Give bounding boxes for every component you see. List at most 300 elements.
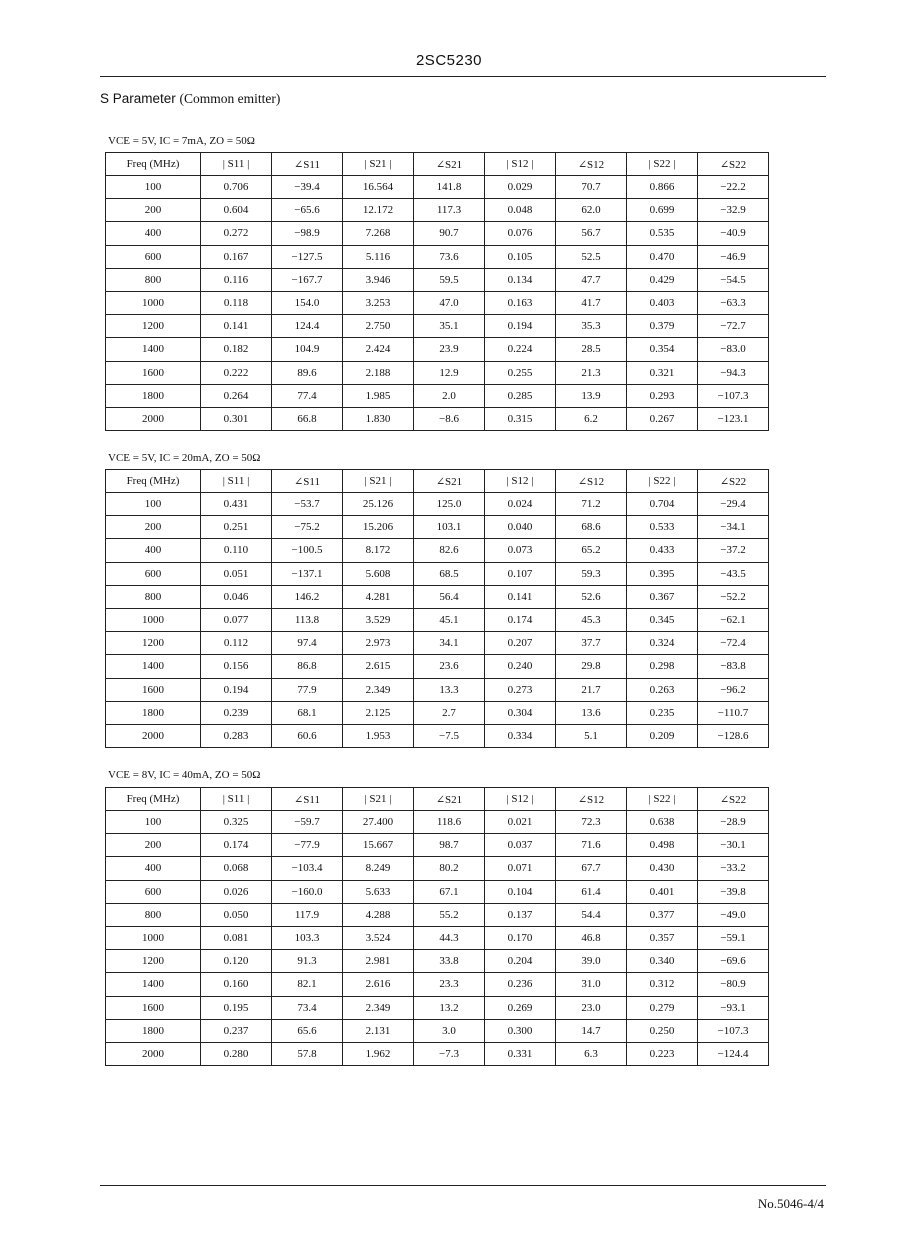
table-row [106, 724, 769, 747]
table-cell: 3.524 [343, 926, 414, 949]
table-cell: −98.9 [272, 222, 343, 245]
table-cell: 12.172 [343, 199, 414, 222]
table-cell: −124.4 [698, 1042, 769, 1065]
table-cell: −93.1 [698, 996, 769, 1019]
table-cell: 39.0 [556, 950, 627, 973]
table-cell: 72.3 [556, 811, 627, 834]
table-row [106, 516, 769, 539]
table-cell: 118.6 [414, 811, 485, 834]
table-cell: 0.182 [201, 338, 272, 361]
document-number: No.5046-4/4 [757, 1196, 824, 1211]
table-cell: 0.141 [201, 315, 272, 338]
table-row [106, 701, 769, 724]
table-row [106, 857, 769, 880]
table-cell: 65.6 [272, 1019, 343, 1042]
table-row [106, 926, 769, 949]
table-cell: −7.3 [414, 1042, 485, 1065]
table-cell: 0.298 [627, 655, 698, 678]
table-cell: 0.224 [485, 338, 556, 361]
table-cell: 35.1 [414, 315, 485, 338]
frequency-cell: 600 [106, 245, 201, 268]
table-cell: 0.137 [485, 903, 556, 926]
s-parameter-table [105, 152, 769, 431]
table-condition: VCE = 5V, IC = 7mA, ZO = 50Ω [108, 135, 255, 147]
table-cell: 27.400 [343, 811, 414, 834]
table-cell: 37.7 [556, 632, 627, 655]
table-cell: 5.608 [343, 562, 414, 585]
column-header: | S21 | [343, 153, 414, 176]
frequency-cell: 600 [106, 562, 201, 585]
table-cell: −7.5 [414, 724, 485, 747]
table-cell: 31.0 [556, 973, 627, 996]
section-title-main: S Parameter [100, 91, 176, 106]
table-row [106, 493, 769, 516]
table-cell: 15.206 [343, 516, 414, 539]
table-cell: 46.8 [556, 926, 627, 949]
table-row [106, 632, 769, 655]
table-cell: −94.3 [698, 361, 769, 384]
column-header: | S12 | [485, 153, 556, 176]
table-row [106, 585, 769, 608]
table-cell: 0.264 [201, 384, 272, 407]
column-header: | S11 | [201, 153, 272, 176]
table-cell: 2.424 [343, 338, 414, 361]
column-header: ∠S12 [556, 470, 627, 493]
table-cell: 0.207 [485, 632, 556, 655]
column-header: | S22 | [627, 788, 698, 811]
column-header: Freq (MHz) [106, 153, 201, 176]
table-header-row [106, 153, 769, 176]
table-cell: 13.9 [556, 384, 627, 407]
table-row [106, 315, 769, 338]
table-cell: 117.9 [272, 903, 343, 926]
part-number-title: 2SC5230 [415, 52, 483, 69]
frequency-cell: 2000 [106, 724, 201, 747]
table-cell: 29.8 [556, 655, 627, 678]
frequency-cell: 1200 [106, 950, 201, 973]
table-cell: 0.118 [201, 291, 272, 314]
column-header: ∠S11 [272, 470, 343, 493]
frequency-cell: 800 [106, 585, 201, 608]
table-cell: 65.2 [556, 539, 627, 562]
table-cell: 2.750 [343, 315, 414, 338]
table-cell: 56.7 [556, 222, 627, 245]
table-cell: −80.9 [698, 973, 769, 996]
table-cell: 0.163 [485, 291, 556, 314]
frequency-cell: 1000 [106, 291, 201, 314]
table-cell: −29.4 [698, 493, 769, 516]
table-cell: −123.1 [698, 407, 769, 430]
table-cell: 2.616 [343, 973, 414, 996]
table-cell: 3.253 [343, 291, 414, 314]
table-cell: 14.7 [556, 1019, 627, 1042]
frequency-cell: 400 [106, 539, 201, 562]
table-cell: 25.126 [343, 493, 414, 516]
table-cell: 90.7 [414, 222, 485, 245]
table-cell: 23.0 [556, 996, 627, 1019]
table-cell: 68.1 [272, 701, 343, 724]
table-cell: 0.285 [485, 384, 556, 407]
frequency-cell: 2000 [106, 1042, 201, 1065]
table-cell: 2.981 [343, 950, 414, 973]
table-cell: 0.071 [485, 857, 556, 880]
column-header: ∠S12 [556, 153, 627, 176]
table-header-row [106, 470, 769, 493]
table-cell: 1.953 [343, 724, 414, 747]
frequency-cell: 200 [106, 199, 201, 222]
table-cell: 0.324 [627, 632, 698, 655]
table-cell: 0.037 [485, 834, 556, 857]
frequency-cell: 1400 [106, 338, 201, 361]
table-cell: 0.604 [201, 199, 272, 222]
table-cell: −65.6 [272, 199, 343, 222]
table-cell: 82.1 [272, 973, 343, 996]
column-header: ∠S22 [698, 788, 769, 811]
frequency-cell: 1800 [106, 1019, 201, 1042]
table-cell: 2.7 [414, 701, 485, 724]
table-cell: 0.236 [485, 973, 556, 996]
table-cell: 0.430 [627, 857, 698, 880]
column-header: | S11 | [201, 470, 272, 493]
table-row [106, 291, 769, 314]
table-cell: −30.1 [698, 834, 769, 857]
table-cell: 0.046 [201, 585, 272, 608]
table-cell: 21.7 [556, 678, 627, 701]
table-cell: 80.2 [414, 857, 485, 880]
table-row [106, 950, 769, 973]
column-header: ∠S11 [272, 153, 343, 176]
table-cell: −33.2 [698, 857, 769, 880]
table-cell: 0.174 [485, 608, 556, 631]
bottom-rule [100, 1185, 826, 1186]
table-cell: 0.304 [485, 701, 556, 724]
table-cell: 0.433 [627, 539, 698, 562]
table-cell: 1.985 [343, 384, 414, 407]
table-cell: 0.223 [627, 1042, 698, 1065]
table-cell: 23.9 [414, 338, 485, 361]
table-row [106, 361, 769, 384]
table-cell: 15.667 [343, 834, 414, 857]
frequency-cell: 1200 [106, 632, 201, 655]
table-cell: 73.6 [414, 245, 485, 268]
frequency-cell: 1400 [106, 655, 201, 678]
table-cell: 6.3 [556, 1042, 627, 1065]
table-row [106, 811, 769, 834]
table-cell: 2.131 [343, 1019, 414, 1042]
table-cell: 0.156 [201, 655, 272, 678]
table-cell: 16.564 [343, 176, 414, 199]
column-header: | S12 | [485, 788, 556, 811]
table-cell: 60.6 [272, 724, 343, 747]
table-cell: 44.3 [414, 926, 485, 949]
table-row [106, 678, 769, 701]
table-cell: 67.7 [556, 857, 627, 880]
table-cell: −32.9 [698, 199, 769, 222]
table-cell: 0.107 [485, 562, 556, 585]
table-cell: 52.6 [556, 585, 627, 608]
top-rule [100, 76, 826, 77]
column-header: | S21 | [343, 470, 414, 493]
table-cell: 0.267 [627, 407, 698, 430]
frequency-cell: 100 [106, 811, 201, 834]
table-cell: 0.301 [201, 407, 272, 430]
table-cell: 0.105 [485, 245, 556, 268]
table-cell: 0.706 [201, 176, 272, 199]
table-cell: 68.5 [414, 562, 485, 585]
table-cell: 0.050 [201, 903, 272, 926]
table-cell: 0.251 [201, 516, 272, 539]
table-cell: 0.237 [201, 1019, 272, 1042]
table-cell: 0.255 [485, 361, 556, 384]
table-cell: 0.331 [485, 1042, 556, 1065]
table-cell: 0.026 [201, 880, 272, 903]
table-cell: 13.3 [414, 678, 485, 701]
table-cell: 1.830 [343, 407, 414, 430]
table-row [106, 655, 769, 678]
table-cell: 3.946 [343, 268, 414, 291]
table-cell: −83.0 [698, 338, 769, 361]
table-cell: 0.498 [627, 834, 698, 857]
table-cell: −127.5 [272, 245, 343, 268]
frequency-cell: 1800 [106, 701, 201, 724]
table-cell: 0.263 [627, 678, 698, 701]
table-cell: 0.300 [485, 1019, 556, 1042]
table-row [106, 245, 769, 268]
table-cell: −39.4 [272, 176, 343, 199]
table-cell: 0.367 [627, 585, 698, 608]
frequency-cell: 2000 [106, 407, 201, 430]
table-cell: 62.0 [556, 199, 627, 222]
table-cell: 104.9 [272, 338, 343, 361]
column-header: | S22 | [627, 470, 698, 493]
frequency-cell: 600 [106, 880, 201, 903]
table-cell: 2.349 [343, 678, 414, 701]
table-cell: 55.2 [414, 903, 485, 926]
table-cell: 45.3 [556, 608, 627, 631]
frequency-cell: 100 [106, 176, 201, 199]
table-cell: −59.7 [272, 811, 343, 834]
table-cell: 0.081 [201, 926, 272, 949]
table-cell: 7.268 [343, 222, 414, 245]
column-header: | S22 | [627, 153, 698, 176]
table-cell: 0.134 [485, 268, 556, 291]
table-cell: 67.1 [414, 880, 485, 903]
table-cell: 23.3 [414, 973, 485, 996]
table-cell: 4.288 [343, 903, 414, 926]
table-cell: 82.6 [414, 539, 485, 562]
table-cell: 0.167 [201, 245, 272, 268]
frequency-cell: 100 [106, 493, 201, 516]
table-cell: 0.283 [201, 724, 272, 747]
column-header: ∠S11 [272, 788, 343, 811]
table-cell: 0.401 [627, 880, 698, 903]
column-header: Freq (MHz) [106, 470, 201, 493]
table-cell: 2.615 [343, 655, 414, 678]
table-cell: −69.6 [698, 950, 769, 973]
table-row [106, 222, 769, 245]
table-cell: 0.204 [485, 950, 556, 973]
table-cell: 0.321 [627, 361, 698, 384]
table-cell: 0.194 [201, 678, 272, 701]
table-cell: 71.2 [556, 493, 627, 516]
table-cell: 0.170 [485, 926, 556, 949]
table-cell: 0.403 [627, 291, 698, 314]
table-row [106, 834, 769, 857]
frequency-cell: 200 [106, 834, 201, 857]
table-cell: 0.110 [201, 539, 272, 562]
table-cell: 0.379 [627, 315, 698, 338]
table-cell: 0.325 [201, 811, 272, 834]
frequency-cell: 200 [106, 516, 201, 539]
table-cell: 2.188 [343, 361, 414, 384]
table-cell: 0.104 [485, 880, 556, 903]
table-cell: 0.024 [485, 493, 556, 516]
table-cell: −59.1 [698, 926, 769, 949]
table-cell: 77.4 [272, 384, 343, 407]
table-cell: 0.315 [485, 407, 556, 430]
table-cell: 0.279 [627, 996, 698, 1019]
column-header: ∠S22 [698, 470, 769, 493]
table-cell: 0.377 [627, 903, 698, 926]
table-cell: −100.5 [272, 539, 343, 562]
table-cell: 28.5 [556, 338, 627, 361]
table-cell: 0.699 [627, 199, 698, 222]
table-cell: 0.239 [201, 701, 272, 724]
table-cell: 97.4 [272, 632, 343, 655]
table-row [106, 1019, 769, 1042]
table-cell: 47.7 [556, 268, 627, 291]
table-cell: −83.8 [698, 655, 769, 678]
table-cell: 0.272 [201, 222, 272, 245]
table-cell: 0.160 [201, 973, 272, 996]
table-cell: 0.076 [485, 222, 556, 245]
table-cell: 2.0 [414, 384, 485, 407]
frequency-cell: 400 [106, 222, 201, 245]
table-condition: VCE = 8V, IC = 40mA, ZO = 50Ω [108, 769, 261, 781]
table-cell: 0.704 [627, 493, 698, 516]
table-cell: −52.2 [698, 585, 769, 608]
table-cell: −8.6 [414, 407, 485, 430]
table-cell: −96.2 [698, 678, 769, 701]
table-cell: 86.8 [272, 655, 343, 678]
table-row [106, 384, 769, 407]
table-row [106, 199, 769, 222]
table-cell: −63.3 [698, 291, 769, 314]
table-row [106, 539, 769, 562]
table-cell: 0.273 [485, 678, 556, 701]
table-header-row [106, 788, 769, 811]
table-cell: −160.0 [272, 880, 343, 903]
table-cell: 0.048 [485, 199, 556, 222]
table-cell: 0.250 [627, 1019, 698, 1042]
table-cell: 0.073 [485, 539, 556, 562]
table-cell: 0.334 [485, 724, 556, 747]
table-cell: 124.4 [272, 315, 343, 338]
table-row [106, 608, 769, 631]
table-cell: 70.7 [556, 176, 627, 199]
table-cell: 0.240 [485, 655, 556, 678]
table-cell: 47.0 [414, 291, 485, 314]
table-cell: −167.7 [272, 268, 343, 291]
table-cell: 0.354 [627, 338, 698, 361]
table-cell: 59.3 [556, 562, 627, 585]
table-cell: 0.340 [627, 950, 698, 973]
table-cell: 103.1 [414, 516, 485, 539]
table-cell: −77.9 [272, 834, 343, 857]
table-cell: 89.6 [272, 361, 343, 384]
table-cell: 0.235 [627, 701, 698, 724]
table-cell: 0.357 [627, 926, 698, 949]
table-cell: 0.195 [201, 996, 272, 1019]
section-title [100, 91, 280, 107]
table-cell: 0.194 [485, 315, 556, 338]
frequency-cell: 800 [106, 268, 201, 291]
table-cell: 0.429 [627, 268, 698, 291]
table-cell: 35.3 [556, 315, 627, 338]
table-cell: 0.209 [627, 724, 698, 747]
table-cell: 0.141 [485, 585, 556, 608]
table-cell: 0.116 [201, 268, 272, 291]
table-cell: 5.1 [556, 724, 627, 747]
column-header: | S21 | [343, 788, 414, 811]
table-cell: 0.068 [201, 857, 272, 880]
table-cell: 12.9 [414, 361, 485, 384]
s-parameter-table [105, 787, 769, 1066]
table-cell: 68.6 [556, 516, 627, 539]
table-cell: −22.2 [698, 176, 769, 199]
table-cell: −54.5 [698, 268, 769, 291]
table-cell: 71.6 [556, 834, 627, 857]
table-cell: −53.7 [272, 493, 343, 516]
table-cell: 54.4 [556, 903, 627, 926]
table-cell: 77.9 [272, 678, 343, 701]
table-cell: 0.312 [627, 973, 698, 996]
table-cell: 0.280 [201, 1042, 272, 1065]
table-cell: 2.973 [343, 632, 414, 655]
table-row [106, 996, 769, 1019]
table-row [106, 338, 769, 361]
table-cell: 8.249 [343, 857, 414, 880]
frequency-cell: 1600 [106, 678, 201, 701]
table-cell: 13.2 [414, 996, 485, 1019]
frequency-cell: 1400 [106, 973, 201, 996]
table-row [106, 176, 769, 199]
table-cell: −62.1 [698, 608, 769, 631]
table-cell: 2.125 [343, 701, 414, 724]
table-cell: −107.3 [698, 384, 769, 407]
table-cell: 0.866 [627, 176, 698, 199]
table-cell: 66.8 [272, 407, 343, 430]
table-cell: 23.6 [414, 655, 485, 678]
table-cell: 0.040 [485, 516, 556, 539]
table-cell: 0.395 [627, 562, 698, 585]
column-header: Freq (MHz) [106, 788, 201, 811]
table-cell: −49.0 [698, 903, 769, 926]
table-cell: 0.174 [201, 834, 272, 857]
table-cell: 56.4 [414, 585, 485, 608]
table-cell: 13.6 [556, 701, 627, 724]
table-cell: 57.8 [272, 1042, 343, 1065]
table-cell: 61.4 [556, 880, 627, 903]
table-row [106, 407, 769, 430]
table-cell: 3.529 [343, 608, 414, 631]
table-cell: 0.269 [485, 996, 556, 1019]
table-cell: 0.293 [627, 384, 698, 407]
table-row [106, 268, 769, 291]
table-cell: 0.638 [627, 811, 698, 834]
table-cell: 0.345 [627, 608, 698, 631]
table-cell: 0.077 [201, 608, 272, 631]
